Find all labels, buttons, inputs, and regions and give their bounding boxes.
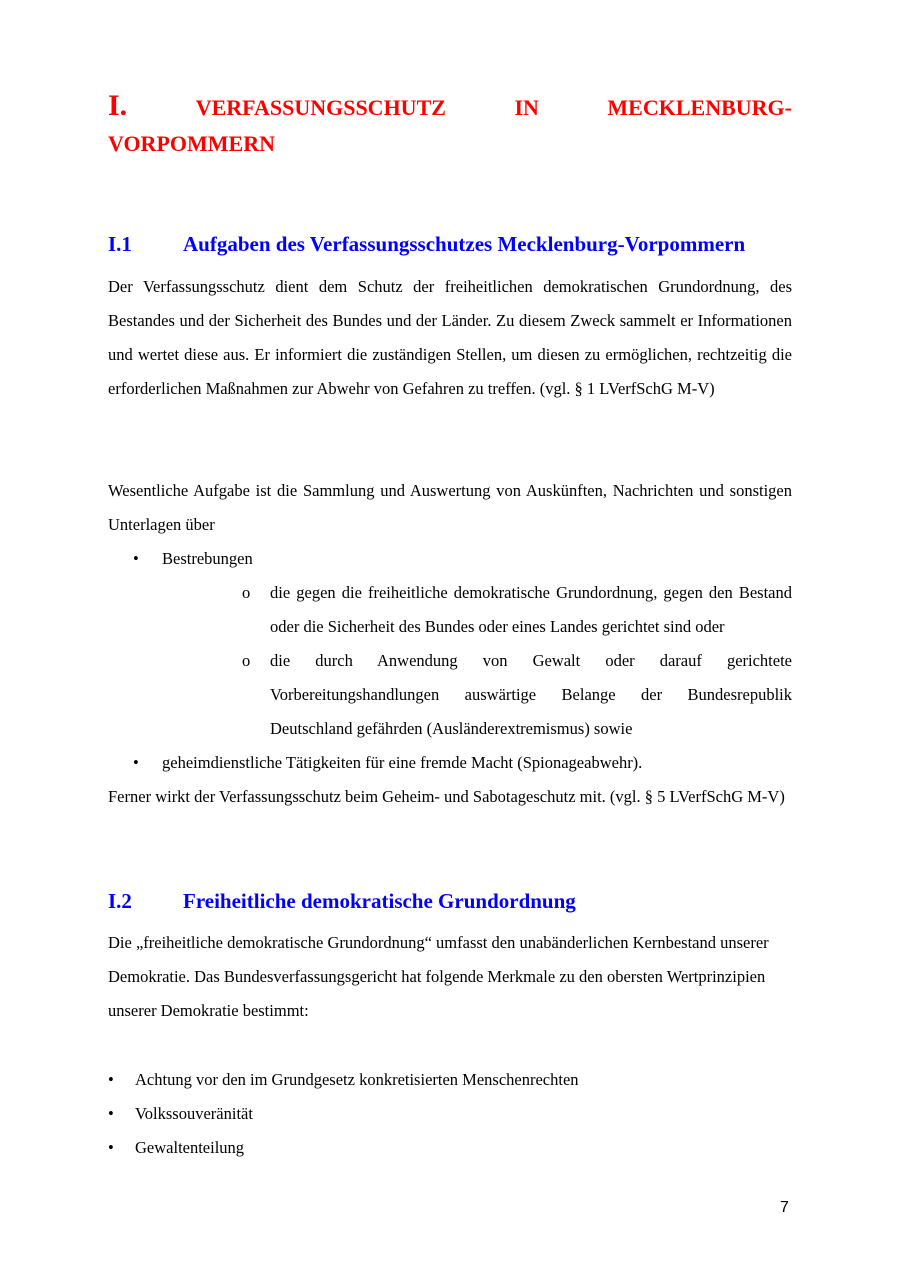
section-number: I.1 — [108, 232, 132, 256]
bullet-icon: • — [108, 1138, 114, 1157]
sub-bullet-icon: o — [242, 583, 251, 602]
bullet-icon: • — [108, 1104, 114, 1123]
chapter-number: I. — [108, 89, 128, 122]
paragraph: Die „freiheitliche demokratische Grundordnung“ umfasst den unabänderlichen Kernbestand unserer Demokratie. Das Bundesverfassungsgericht hat folgende Merkmale zu den obersten Wertprinzipien unserer Demokratie bestimmt: — [108, 933, 769, 1020]
bullet-icon: • — [133, 549, 139, 568]
list-item-text: geheimdienstliche Tätigkeiten für eine fremde Macht (Spionageabwehr). — [162, 753, 643, 772]
section-heading-1 — [108, 230, 792, 258]
paragraph: Wesentliche Aufgabe ist die Sammlung und Auswertung von Auskünften, Nachrichten und sonstigen Unterlagen über — [108, 481, 792, 534]
bullet-icon: • — [133, 753, 139, 772]
bullet-icon: • — [108, 1070, 114, 1089]
list-item-text: Gewaltenteilung — [135, 1138, 245, 1157]
section-title: Aufgaben des Verfassungsschutzes Mecklenburg-Vorpommern — [183, 232, 746, 256]
section-number: I.2 — [108, 889, 132, 913]
page-number: 7 — [780, 1199, 789, 1216]
chapter-title-word: VERFASSUNGSSCHUTZ — [195, 95, 446, 120]
sub-bullet-icon: o — [242, 651, 251, 670]
paragraph: Ferner wirkt der Verfassungsschutz beim Geheim- und Sabotageschutz mit. (vgl. § 5 LVerfSchG M-V) — [108, 787, 785, 806]
chapter-title-line2: VORPOMMERN — [108, 131, 275, 156]
sub-list-item: die gegen die freiheitliche demokratische Grundordnung, gegen den Bestand oder die Sicherheit des Bundes oder eines Landes gerichtet sind oder — [270, 583, 792, 636]
paragraph: Der Verfassungsschutz dient dem Schutz der freiheitlichen demokratischen Grundordnung, des Bestandes und der Sicherheit des Bundes und der Länder. Zu diesem Zweck sammelt er Informationen und wertet diese aus. Er informiert die zuständigen Stellen, um diesen zu ermöglichen, rechtzeitig die erforderlichen Maßnahmen zur Abwehr von Gefahren zu treffen. (vgl. § 1 LVerfSchG M-V) — [108, 277, 792, 398]
chapter-title-word: IN — [514, 95, 539, 120]
list-item-text: Achtung vor den im Grundgesetz konkretisierten Menschenrechten — [135, 1070, 579, 1089]
section-heading-2 — [108, 887, 792, 915]
section-title: Freiheitliche demokratische Grundordnung — [183, 889, 576, 913]
sub-list-item: die durch Anwendung von Gewalt oder darauf gerichtete Vorbereitungshandlungen auswärtige Belange der Bundesrepublik Deutschland gefährden (Ausländerextremismus) sowie — [270, 651, 792, 738]
list-item-text: Bestrebungen — [162, 549, 253, 568]
list-item-text: Volkssouveränität — [135, 1104, 253, 1123]
chapter-heading — [108, 88, 792, 162]
chapter-title-word: MECKLENBURG- — [607, 95, 792, 120]
